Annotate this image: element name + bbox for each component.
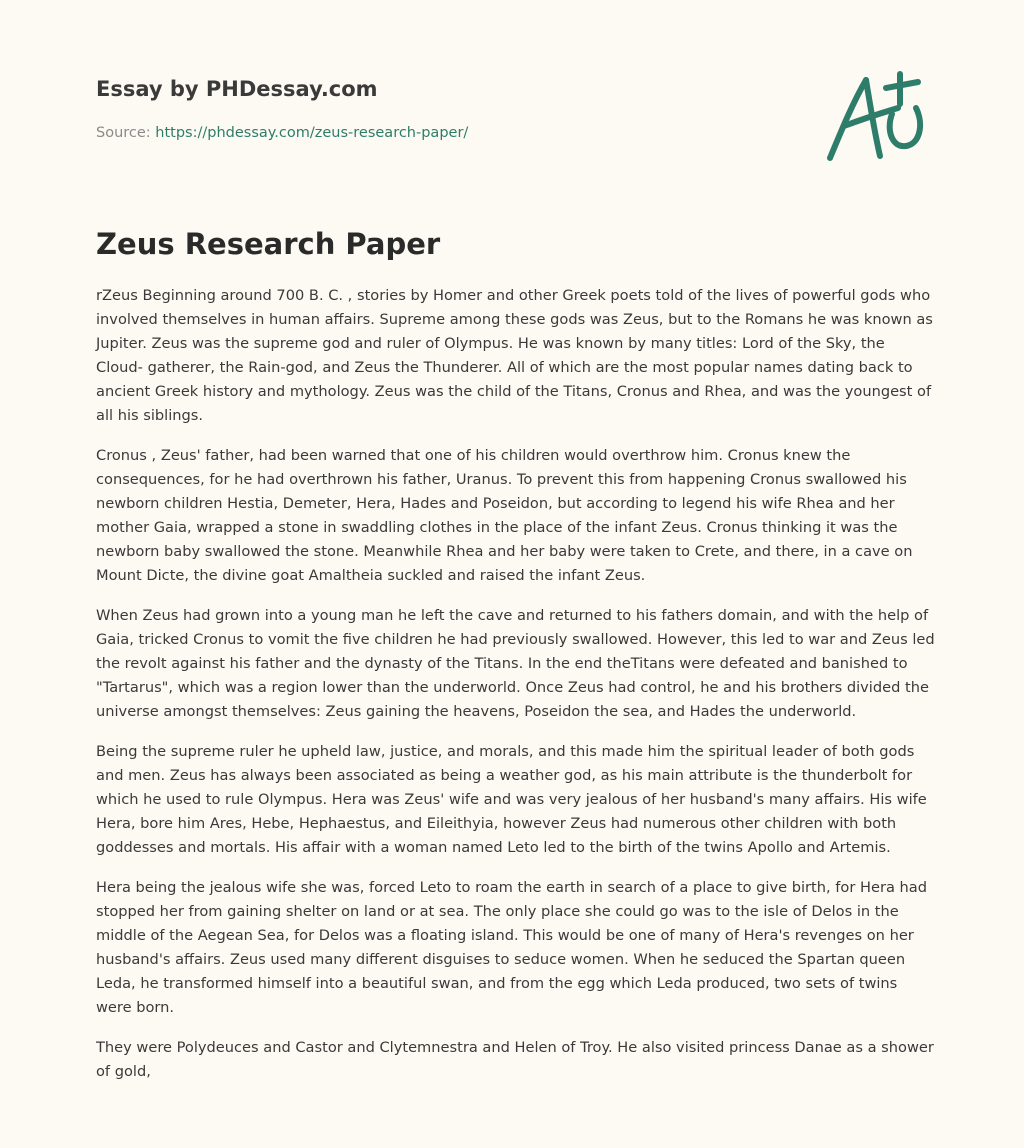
source-line [96,122,468,144]
source-link[interactable]: https://phdessay.com/zeus-research-paper/ [155,125,469,141]
essay-body [96,284,936,1100]
essay-paragraph: When Zeus had grown into a young man he left the cave and returned to his fathers domain, and with the help of Gaia, tricked Cronus to vomit the five children he had previously swallowed. However, this led to war and Zeus led the revolt against his father and the dynasty of the Titans. In the end theTitans were defeated and banished to "Tartarus", which was a region lower than the underworld. Once Zeus had control, he and his brothers divided the universe amongst themselves: Zeus gaining the heavens, Poseidon the sea, and Hades the underworld. [96,607,935,720]
plus-loop [890,108,920,146]
essay-title: Zeus Research Paper [96,227,441,261]
essay-paragraph: They were Polydeuces and Castor and Clytemnestra and Helen of Troy. He also visited princess Danae as a shower of gold, [96,1039,934,1080]
essay-paragraph: Hera being the jealous wife she was, forced Leto to roam the earth in search of a place to give birth, for Hera had stopped her from gaining shelter on land or at sea. The only place she could go was to the isle of Delos in the middle of the Aegean Sea, for Delos was a floating island. This would be one of many of Hera's revenges on her husband's affairs. Zeus used many different disguises to seduce women. When he seduced the Spartan queen Leda, he transformed himself into a beautiful swan, and from the egg which Leda produced, two sets of twins were born. [96,879,927,1016]
essay-paragraph: Cronus , Zeus' father, had been warned that one of his children would overthrow him. Cronus knew the consequences, for he had overthrown his father, Uranus. To prevent this from happening Cronus swallowed his newborn children Hestia, Demeter, Hera, Hades and Poseidon, but according to legend his wife Rhea and her mother Gaia, wrapped a stone in swaddling clothes in the place of the infant Zeus. Cronus thinking it was the newborn baby swallowed the stone. Meanwhile Rhea and her baby were taken to Crete, and there, in a cave on Mount Dicte, the divine goat Amaltheia suckled and raised the infant Zeus. [96,447,913,584]
source-label: Source: [96,125,156,141]
site-brand: Essay by PHDessay.com [96,77,378,101]
a-plus-logo-svg [820,64,930,168]
plus-horizontal [886,82,918,88]
essay-paragraph: Being the supreme ruler he upheld law, justice, and morals, and this made him the spiritual leader of both gods and men. Zeus has always been associated as being a weather god, as his main attribute is the thunderbolt for which he used to rule Olympus. Hera was Zeus' wife and was very jealous of her husband's many affairs. His wife Hera, bore him Ares, Hebe, Hephaestus, and Eileithyia, however Zeus had numerous other children with both goddesses and mortals. His affair with a woman named Leto led to the birth of the twins Apollo and Artemis. [96,743,927,856]
a-plus-grade-icon [820,64,930,168]
essay-paragraph: rZeus Beginning around 700 B. C. , stories by Homer and other Greek poets told of the lives of powerful gods who involved themselves in human affairs. Supreme among these gods was Zeus, but to the Romans he was known as Jupiter. Zeus was the supreme god and ruler of Olympus. He was known by many titles: Lord of the Sky, the Cloud- gatherer, the Rain-god, and Zeus the Thunderer. All of which are the most popular names dating back to ancient Greek history and mythology. Zeus was the child of the Titans, Cronus and Rhea, and was the youngest of all his siblings. [96,287,933,424]
